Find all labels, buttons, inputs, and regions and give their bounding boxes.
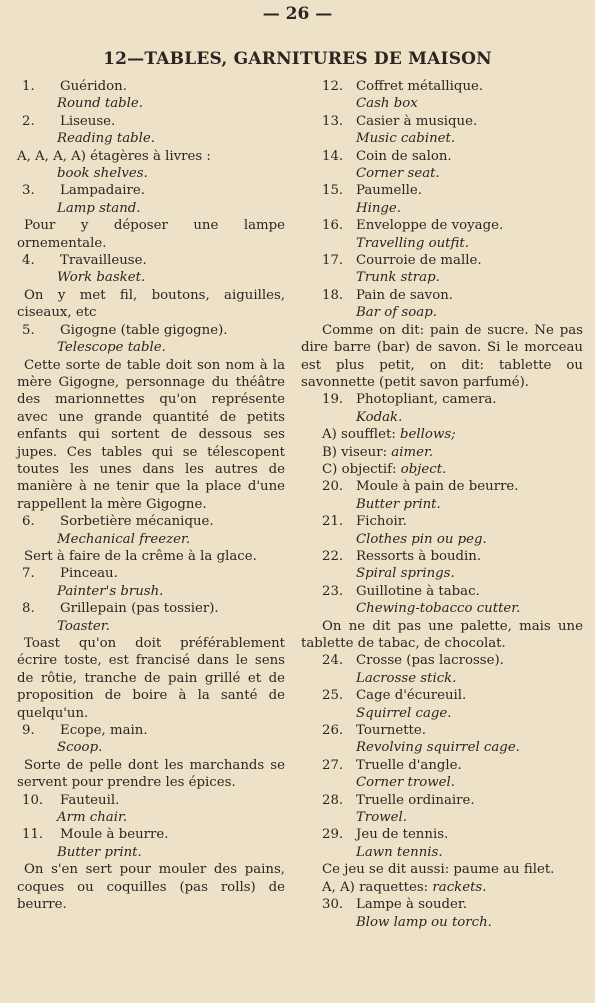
entry-french-term: Lampe à souder.: [356, 897, 468, 913]
entry-english-term: Butter print.: [57, 844, 142, 860]
entry-number: 22.: [322, 548, 344, 564]
entry-english-term: Bar of soap.: [356, 305, 437, 321]
right-entry: [301, 478, 583, 495]
left-note-paragraph: Sert à faire de la crême à la glace.: [24, 548, 257, 564]
entry-french-term: Pinceau.: [60, 566, 118, 582]
entry-english-term: Corner seat.: [356, 166, 440, 182]
entry-french-term: Photopliant, camera.: [356, 392, 497, 408]
right-entry: [301, 652, 583, 669]
entry-english-term: Mechanical freezer.: [57, 531, 191, 547]
entry-french-term: Fichoir.: [356, 514, 407, 530]
entry-english-term: Cash box: [356, 96, 418, 112]
left-entry: [17, 252, 285, 269]
entry-french-term: Travailleuse.: [60, 253, 147, 269]
right-entry: [301, 287, 583, 304]
left-note-paragraph: Toast qu'on doit préférablement écrire toste, est francisé dans le sens de rôtie, tranche de pain grillé et de proposition de boire à la santé de quelqu'un.: [17, 636, 285, 721]
entry-english-term: Lawn tennis.: [356, 844, 443, 860]
entry-french-term: Jeu de tennis.: [356, 827, 449, 843]
left-entry: [17, 322, 285, 339]
right-entry: [301, 826, 583, 843]
right-entry: [301, 182, 583, 199]
entry-number: 21.: [322, 514, 344, 530]
entry-french-term: Ressorts à boudin.: [356, 548, 482, 564]
entry-french-term: Coffret métallique.: [356, 79, 484, 94]
entry-french-term: Pain de savon.: [356, 287, 453, 303]
entry-english-term: Kodak.: [356, 409, 403, 425]
entry-number: 30.: [322, 897, 344, 913]
entry-number: 19.: [322, 392, 344, 408]
right-note-paragraph: Ce jeu se dit aussi: paume au filet.: [322, 862, 555, 878]
right-entry: [301, 687, 583, 704]
left-entry: [17, 600, 285, 617]
entry-french-term: Grillepain (pas tossier).: [60, 601, 219, 617]
entry-french-term: Cage d'écureuil.: [356, 688, 467, 704]
right-sub-label: [301, 426, 583, 443]
right-entry: [301, 548, 583, 565]
entry-number: 16.: [322, 218, 344, 234]
entry-english-term: Hinge.: [356, 200, 402, 216]
entry-number: 27.: [322, 757, 344, 773]
entry-number: 3.: [22, 183, 35, 199]
right-entry: [301, 391, 583, 408]
entry-french-term: Guillotine à tabac.: [356, 583, 480, 599]
entry-english-term: Lacrosse stick.: [356, 670, 457, 686]
sub-label-french: B) viseur:: [322, 444, 388, 460]
sub-label-english: book shelves.: [57, 166, 148, 182]
left-entry: [17, 565, 285, 582]
right-entry: [301, 148, 583, 165]
left-note-paragraph: Sorte de pelle dont les marchands se servent pour prendre les épices.: [17, 757, 285, 791]
entry-english-term: Work basket.: [57, 270, 146, 286]
entry-number: 2.: [22, 113, 35, 129]
right-entry: [301, 513, 583, 530]
right-sub-label: [301, 879, 583, 896]
sub-label-english: rackets.: [432, 879, 487, 895]
entry-english-term: Blow lamp ou torch.: [356, 914, 492, 930]
entry-number: 9.: [22, 723, 35, 739]
sub-label-french: C) objectif:: [322, 461, 397, 477]
entry-number: 6.: [22, 514, 35, 530]
right-column: [301, 78, 583, 931]
right-entry: [301, 217, 583, 234]
entry-english-term: Music cabinet.: [356, 131, 456, 147]
entry-english-term: Lamp stand.: [57, 200, 141, 216]
entry-number: 4.: [22, 253, 35, 269]
left-entry: [17, 826, 285, 843]
right-entry: [301, 896, 583, 913]
sub-label-english: aimer.: [391, 444, 434, 460]
entry-french-term: Enveloppe de voyage.: [356, 218, 504, 234]
entry-french-term: Sorbetière mécanique.: [60, 514, 214, 530]
sub-label-english: object.: [400, 461, 447, 477]
entry-english-term: Scoop.: [57, 740, 103, 756]
entry-number: 29.: [322, 827, 344, 843]
right-entry: [301, 757, 583, 774]
entry-french-term: Truelle ordinaire.: [356, 792, 475, 808]
left-column: [17, 78, 285, 914]
entry-english-term: Squirrel cage.: [356, 705, 452, 721]
entry-french-term: Casier à musique.: [356, 113, 478, 129]
entry-english-term: Chewing-tobacco cutter.: [356, 601, 521, 617]
right-entry: [301, 78, 583, 95]
left-entry: [17, 513, 285, 530]
left-entry: [17, 182, 285, 199]
entry-french-term: Moule à pain de beurre.: [356, 479, 519, 495]
entry-french-term: Lampadaire.: [60, 183, 145, 199]
sub-label-french: A, A, A, A) étagères à livres :: [17, 148, 211, 164]
entry-english-term: Travelling outfit.: [356, 235, 469, 251]
entry-number: 28.: [322, 792, 344, 808]
entry-number: 7.: [22, 566, 35, 582]
entry-number: 17.: [322, 253, 344, 269]
entry-english-term: Painter's brush.: [57, 583, 164, 599]
entry-number: 13.: [322, 113, 344, 129]
entry-number: 24.: [322, 653, 344, 669]
left-entry: [17, 113, 285, 130]
right-note-paragraph: On ne dit pas une palette, mais une tablette de tabac, de chocolat.: [301, 618, 583, 651]
entry-number: 1.: [22, 79, 35, 94]
entry-english-term: Telescope table.: [57, 340, 166, 356]
entry-french-term: Gigogne (table gigogne).: [60, 322, 228, 338]
entry-number: 26.: [322, 723, 344, 739]
entry-english-term: Toaster.: [57, 618, 110, 634]
right-entry: [301, 722, 583, 739]
page-title: 12—TABLES, GARNITURES DE MAISON: [103, 49, 492, 69]
entry-french-term: Liseuse.: [60, 113, 116, 129]
right-sub-label: [301, 461, 583, 478]
entry-french-term: Ecope, main.: [60, 723, 148, 739]
entry-french-term: Fauteuil.: [60, 792, 120, 808]
entry-number: 12.: [322, 79, 344, 94]
sub-label-french: A, A) raquettes:: [322, 879, 429, 895]
sub-label-french: A) soufflet:: [322, 427, 396, 443]
entry-french-term: Coin de salon.: [356, 148, 452, 164]
entry-english-term: Trunk strap.: [356, 270, 440, 286]
entry-english-term: Round table.: [57, 96, 144, 112]
left-note-paragraph: On y met fil, boutons, aiguilles, ciseaux, etc: [17, 287, 285, 321]
entry-number: 20.: [322, 479, 344, 495]
entry-french-term: Crosse (pas lacrosse).: [356, 653, 504, 669]
entry-number: 8.: [22, 601, 35, 617]
entry-number: 18.: [322, 287, 344, 303]
entry-french-term: Tournette.: [356, 723, 426, 739]
entry-number: 23.: [322, 583, 344, 599]
right-note-paragraph: Comme on dit: pain de sucre. Ne pas dire barre (bar) de savon. Si le morceau est plus petit, on dit: tablette ou savonnette (petit savon parfumé).: [301, 322, 583, 390]
entry-number: 15.: [322, 183, 344, 199]
left-note-paragraph: Pour y déposer une lampe ornementale.: [17, 218, 285, 251]
entry-french-term: Paumelle.: [356, 183, 422, 199]
entry-english-term: Revolving squirrel cage.: [356, 740, 520, 756]
entry-english-term: Reading table.: [57, 131, 156, 147]
entry-english-term: Spiral springs.: [356, 566, 455, 582]
left-note-paragraph: Cette sorte de table doit son nom à la mère Gigogne, personnage du théâtre des marionnettes qu'on représente avec une grande quantité de petits enfants qui sortent de dessous ses jupes. Ces tables qui se télescopent toutes les unes dans les autres de manière à ne tenir que la place d'une rappellent la mère Gigogne.: [17, 357, 285, 512]
entry-number: 11.: [22, 827, 44, 843]
right-entry: [301, 252, 583, 269]
right-sub-label: [301, 444, 583, 461]
left-sub-label: [17, 148, 285, 165]
entry-number: 5.: [22, 322, 35, 338]
page-number: — 26 —: [262, 4, 333, 24]
entry-english-term: Clothes pin ou peg.: [356, 531, 487, 547]
sub-label-english: bellows;: [400, 427, 456, 443]
left-entry: [17, 792, 285, 809]
entry-english-term: Trowel.: [356, 810, 407, 826]
right-entry: [301, 792, 583, 809]
entry-english-term: Corner trowel.: [356, 775, 455, 791]
left-note-paragraph: On s'en sert pour mouler des pains, coques ou coquilles (pas rolls) de beurre.: [17, 862, 285, 913]
entry-number: 14.: [322, 148, 344, 164]
right-entry: [301, 583, 583, 600]
entry-english-term: Butter print.: [356, 496, 441, 512]
right-entry: [301, 113, 583, 130]
entry-english-term: Arm chair.: [57, 810, 128, 826]
entry-french-term: Truelle d'angle.: [356, 757, 462, 773]
entry-french-term: Guéridon.: [60, 79, 127, 94]
entry-number: 10.: [22, 792, 44, 808]
left-entry: [17, 722, 285, 739]
entry-french-term: Moule à beurre.: [60, 827, 169, 843]
left-entry: [17, 78, 285, 95]
entry-number: 25.: [322, 688, 344, 704]
entry-french-term: Courroie de malle.: [356, 253, 482, 269]
